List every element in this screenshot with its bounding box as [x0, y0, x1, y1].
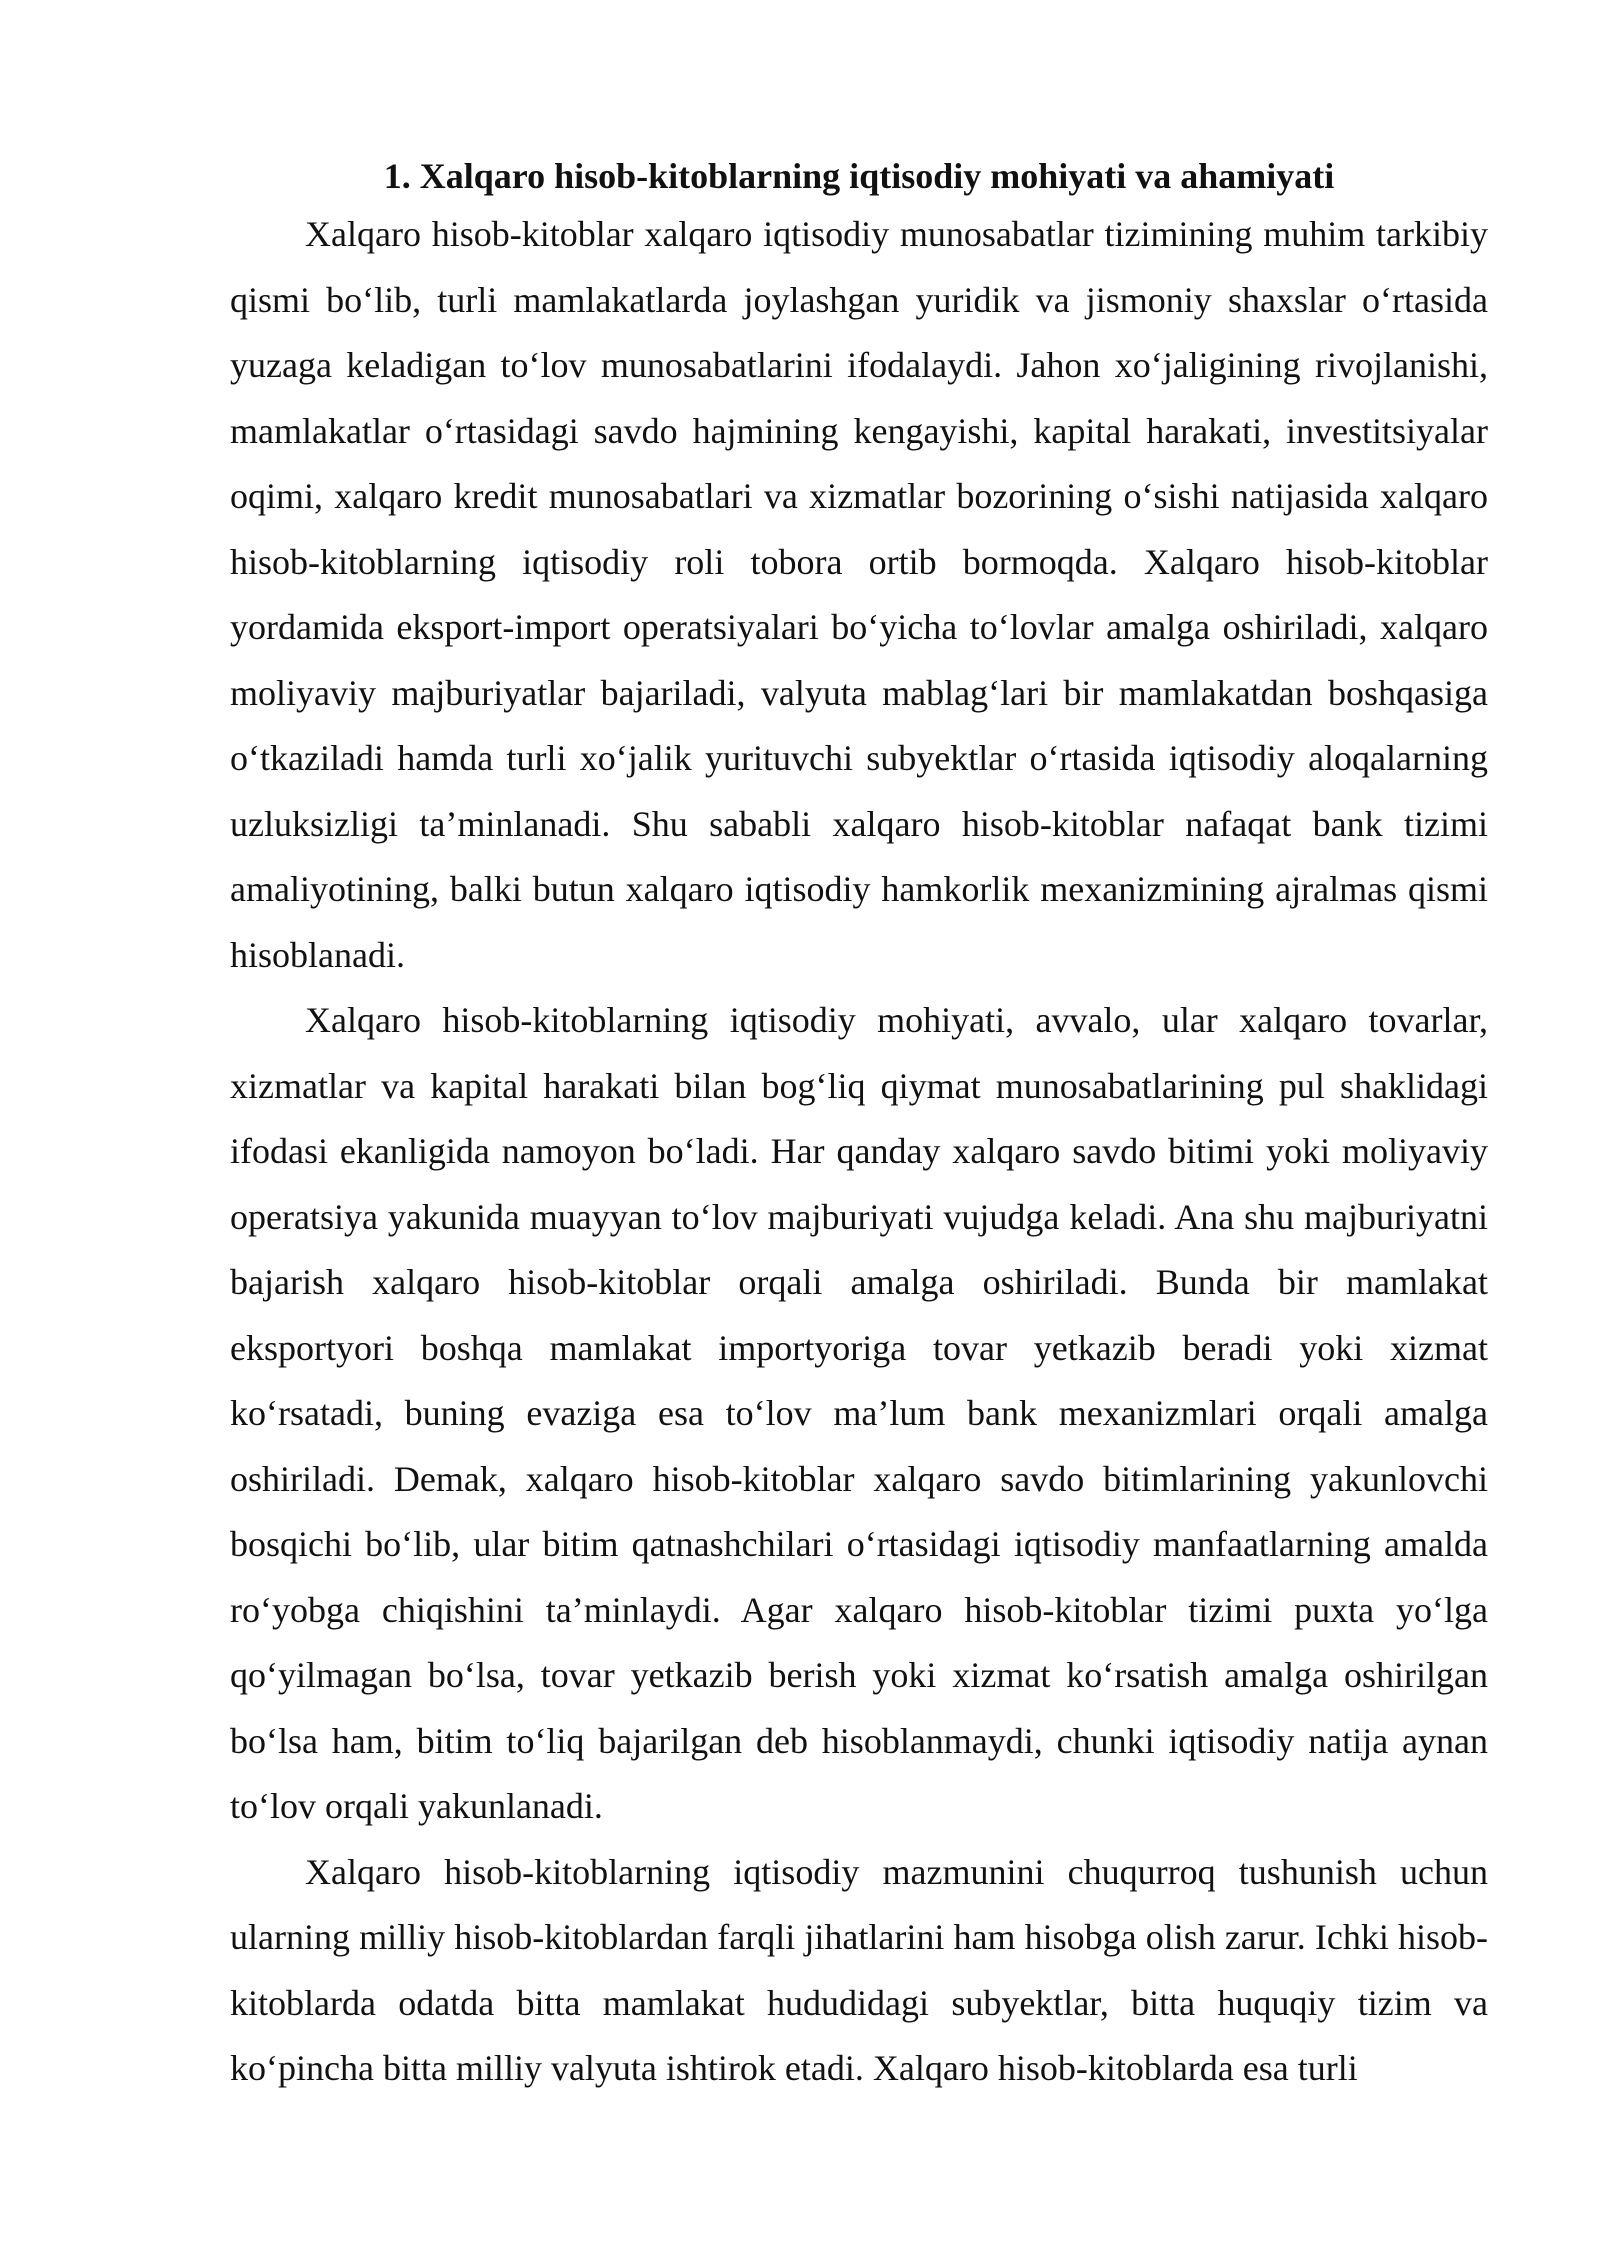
paragraph-1: Xalqaro hisob-kitoblar xalqaro iqtisodiy munosabatlar tizimining muhim tarkibiy qismi bo‘lib, turli mamlakatlarda joylashgan yuridik va jismoniy shaxslar o‘rtasida yuzaga keladigan to‘lov munosabatlarini ifodalaydi. Jahon xo‘jaligining rivojlanishi, mamlakatlar o‘rtasidagi savdo hajmining kengayishi, kapital harakati, investitsiyalar oqimi, xalqaro kredit munosabatlari va xizmatlar bozorining o‘sishi natijasida xalqaro hisob-kitoblarning iqtisodiy roli tobora ortib bormoqda. Xalqaro hisob-kitoblar yordamida eksport-import operatsiyalari bo‘yicha to‘lovlar amalga oshiriladi, xalqaro moliyaviy majburiyatlar bajariladi, valyuta mablag‘lari bir mamlakatdan boshqasiga o‘tkaziladi hamda turli xo‘jalik yurituvchi subyektlar o‘rtasida iqtisodiy aloqalarning uzluksizligi ta’minlanadi. Shu sababli xalqaro hisob-kitoblar nafaqat bank tizimi amaliyotining, balki butun xalqaro iqtisodiy hamkorlik mexanizmining ajralmas qismi hisoblanadi. — [230, 214, 1488, 975]
paragraph-3: Xalqaro hisob-kitoblarning iqtisodiy mazmunini chuqurroq tushunish uchun ularning milliy hisob-kitoblardan farqli jihatlarini ham hisobga olish zarur. Ichki hisob-kitoblarda odatda bitta mamlakat hududidagi subyektlar, bitta huquqiy tizim va ko‘pincha bitta milliy valyuta ishtirok etadi. Xalqaro hisob-kitoblarda esa turli — [230, 1851, 1488, 2088]
paragraph-2: Xalqaro hisob-kitoblarning iqtisodiy mohiyati, avvalo, ular xalqaro tovarlar, xizmatlar va kapital harakati bilan bog‘liq qiymat munosabatlarining pul shaklidagi ifodasi ekanligida namoyon bo‘ladi. Har qanday xalqaro savdo bitimi yoki moliyaviy operatsiya yakunida muayyan to‘lov majburiyati vujudga keladi. Ana shu majburiyatni bajarish xalqaro hisob-kitoblar orqali amalga oshiriladi. Bunda bir mamlakat eksportyori boshqa mamlakat importyoriga tovar yetkazib beradi yoki xizmat ko‘rsatadi, buning evaziga esa to‘lov ma’lum bank mexanizmlari orqali amalga oshiriladi. Demak, xalqaro hisob-kitoblar xalqaro savdo bitimlarining yakunlovchi bosqichi bo‘lib, ular bitim qatnashchilari o‘rtasidagi iqtisodiy manfaatlarning amalda ro‘yobga chiqishini ta’minlaydi. Agar xalqaro hisob-kitoblar tizimi puxta yo‘lga qo‘yilmagan bo‘lsa, tovar yetkazib berish yoki xizmat ko‘rsatish amalga oshirilgan bo‘lsa ham, bitim to‘liq bajarilgan deb hisoblanmaydi, chunki iqtisodiy natija aynan to‘lov orqali yakunlanadi. — [230, 1000, 1488, 1826]
document-body — [230, 150, 1488, 2102]
section-title: 1. Xalqaro hisob-kitoblarning iqtisodiy mohiyati va ahamiyati — [383, 156, 1335, 196]
